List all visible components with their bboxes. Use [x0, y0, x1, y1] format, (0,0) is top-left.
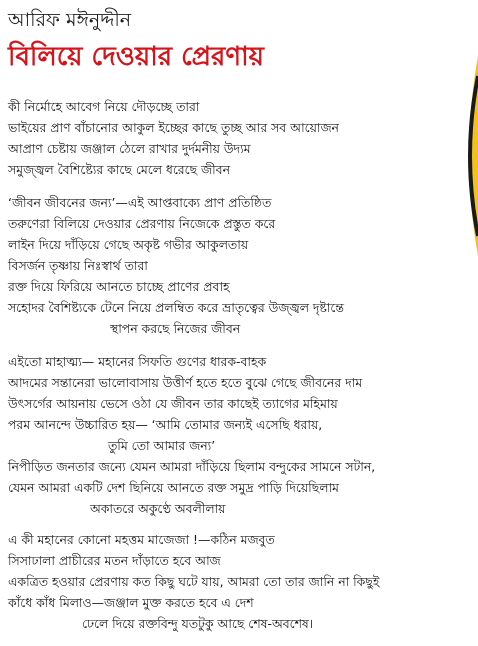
poem-line: বিসর্জন তৃষ্ণায় নিঃস্বার্থ তারা [8, 258, 148, 273]
poem-line: ঢেলে দিয়ে রক্তবিন্দু যতটুকু আছে শেষ-অবশেষ। [82, 616, 314, 631]
stanza-4 [8, 529, 468, 634]
poem-line: যেমন আমরা একটি দেশ ছিনিয়ে আনতে রক্ত সমুদ্র পাড়ি দিয়েছিলাম [8, 480, 339, 495]
poem-line: একত্রিত হওয়ার প্রেরণায় কত কিছু ঘটে যায়, আমরা তো তার জানি না কিছুই [8, 574, 380, 589]
poem-line: সিসাঢালা প্রাচীরের মতন দাঁড়াতে হবে আজ [8, 553, 221, 568]
poem-line: আপ্রাণ চেষ্টায় জঞ্জাল ঠেলে রাখার দুর্দমনীয় উদ্যম [8, 141, 251, 156]
poem-title: বিলিয়ে দেওয়ার প্রেরণায় [8, 42, 264, 72]
poem-line: তুমি তো আমার জন্য’ [108, 438, 216, 453]
poem-line: অকাতরে অকুণ্ঠে অবলীলায় [90, 501, 226, 516]
stanza-1 [8, 96, 468, 180]
poem-line: এইতো মাহাত্ম্য— মহানের সিফতি গুণের ধারক-বাহক [8, 354, 267, 369]
poem-line: তরুণেরা বিলিয়ে দেওয়ার প্রেরণায় নিজেকে প্রস্তুত করে [8, 216, 276, 231]
poem-body [8, 96, 468, 646]
poem-line: এ কী মহানের কোনো মহত্তম মাজেজা !—কঠিন মজবুত [8, 532, 275, 547]
poem-line: নিপীড়িত জনতার জন্যে যেমন আমরা দাঁড়িয়ে ছিলাম বন্দুকের সামনে সটান, [8, 459, 376, 474]
poem-line: আদমের সন্তানেরা ভালোবাসায় উত্তীর্ণ হতে হতে বুঝে গেছে জীবনের দাম [8, 375, 363, 390]
poem-line: পরম আনন্দে উচ্চারিত হয়— ‘আমি তোমার জন্যই এসেছি ধরায়, [8, 417, 323, 432]
poem-line: উৎসর্গের আয়নায় ভেসে ওঠা যে জীবন তার কাছেই ত্যাগের মহিমায় [8, 396, 338, 411]
poem-line: রক্ত দিয়ে ফিরিয়ে আনতে চাচ্ছে প্রাণের প্রবাহ [8, 279, 230, 294]
poem-line: স্থাপন করছে নিজের জীবন [110, 321, 241, 336]
poem-line: কী নির্মোহে আবেগ নিয়ে দৌড়চ্ছে তারা [8, 99, 200, 114]
poem-line: ‘জীবন জীবনের জন্য’—এই আপ্তবাক্যে প্রাণ প্রতিষ্ঠিত [8, 195, 272, 210]
poem-line: লাইন দিয়ে দাঁড়িয়ে গেছে অকৃষ্ট গভীর আকুলতায় [8, 237, 249, 252]
stanza-3 [8, 351, 468, 519]
poem-line: সমুজ্জ্বল বৈশিষ্ট্যের কাছে মেলে ধরেছে জীবন [8, 162, 230, 177]
poem-line: কাঁধে কাঁধ মিলাও—জঞ্জাল মুক্ত করতে হবে এ দেশ [8, 595, 254, 610]
poem-line: ভাইয়ের প্রাণ বাঁচানোর আকুল ইচ্ছের কাছে তুচ্ছ আর সব আয়োজন [8, 120, 339, 135]
stanza-2 [8, 192, 468, 339]
poem-line: সহোদর বৈশিষ্ট্যকে টেনে নিয়ে প্রলম্বিত করে ভ্রাতৃত্বের উজ্জ্বল দৃষ্টান্তে [8, 300, 344, 315]
author-name: আরিফ মঈনুদ্দীন [8, 9, 132, 31]
